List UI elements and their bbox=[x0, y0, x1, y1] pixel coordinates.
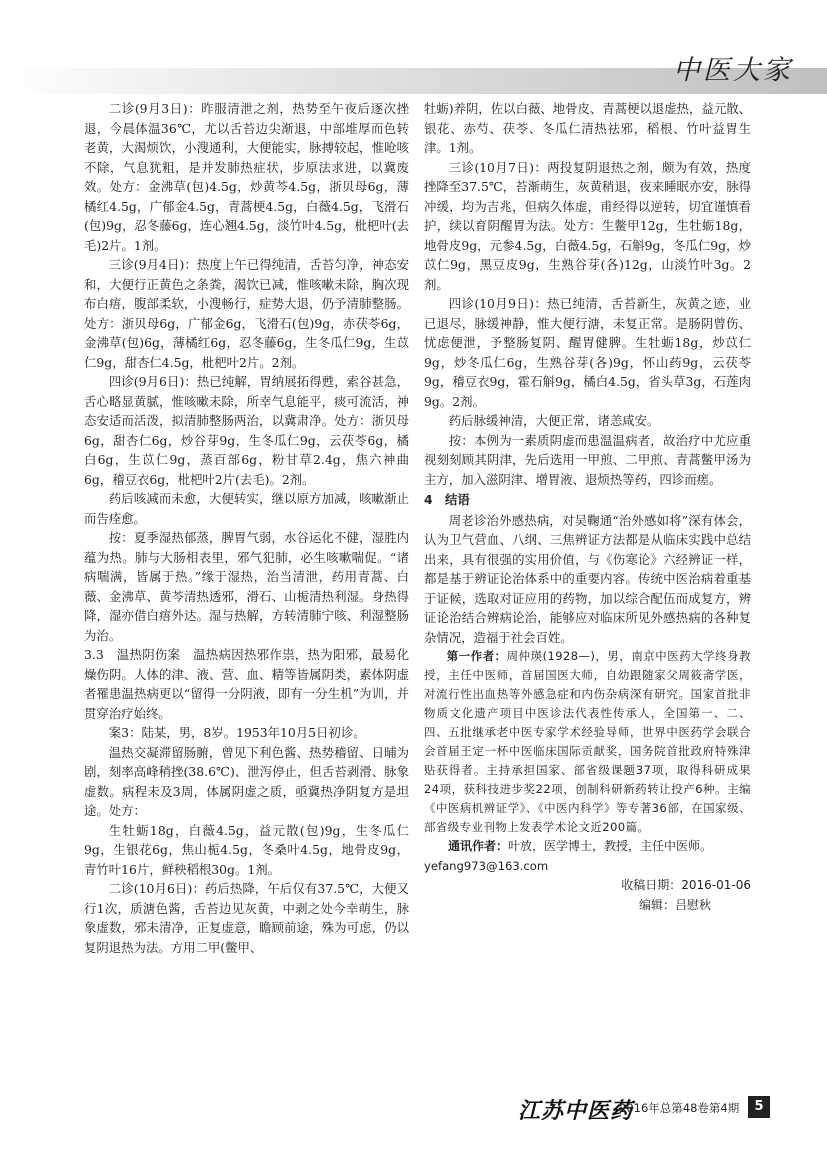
paragraph: 按：夏季湿热郁蒸，脾胃气弱，水谷运化不健，湿胜内蕴为热。肺与大肠相表里，邪气犯肺，必生咳嗽喘促。“诸病喘满，皆属于热。”缘于湿热，治当清泄，药用青蒿、白薇、金沸草、黄芩清热透邪，滑石、山栀清热利湿。身热得降，湿亦借白痦外达。湿与热解，方转清肺宁咳、利湿整肠为治。 bbox=[84, 530, 409, 643]
left-column bbox=[84, 99, 409, 957]
correspondence-label: 通讯作者： bbox=[448, 839, 509, 853]
paragraph: 按：本例为一素质阴虚而患温温病者，故治疗中尤应重视刻刻顾其阴津，先后选用一甲煎、二甲煎、青蒿鳖甲汤为主方，加入滋阴津、增胃液、退烦热等药，四诊而瘥。 bbox=[424, 432, 751, 487]
author-bio-label: 第一作者： bbox=[446, 649, 507, 663]
page-header bbox=[0, 0, 827, 98]
right-column bbox=[424, 99, 751, 915]
paragraph: 温热交凝滞留肠腑，曾见下利色酱、热势稽留、日晡为剧，刻率高峰稍挫(38.6℃)、泄泻停止，但舌苔剥滑、脉象虚数。病程未及3周，体属阴虚之质，亟冀热净阴复方是坦途。处方： bbox=[84, 744, 409, 818]
paragraph: 二诊(9月3日)：昨服清泄之剂，热势至午夜后逐次挫退，今晨体温36℃，尤以舌苔边尖渐退，中部堆厚而色转老黄，大渴烦饮，小溲通利，大便能实，脉搏较起，惟呛咳不除，气息犹粗，是并发肺热症状，步原法求进，以冀废效。处方：金沸草(包)4.5g，炒黄芩4.5g，浙贝母6g，薄橘红4.5g，广郁金4.5g，青蒿梗4.5g，白薇4.5g，飞滑石(包)9g，忍冬藤6g，连心翘4.5g，淡竹叶4.5g，枇杷叶(去毛)2片。1剂。 bbox=[84, 101, 409, 253]
paragraph: 三诊(9月4日)：热度上午已得纯清，舌苔匀净，神态安和，大便行正黄色之条粪，渴饮已减，惟咳嗽未除，胸次现布白痦，腹部柔软，小溲畅行，症势大退，仍予清肺整肠。处方：浙贝母6g，广郁金6g，飞滑石(包)9g，赤茯苓6g，金沸草(包)6g，薄橘红6g，忍冬藤6g，生冬瓜仁9g，生苡仁9g，甜杏仁4.5g，枇杷叶2片。2剂。 bbox=[84, 257, 409, 370]
author-bio-text: 周仲瑛(1928—)，男，南京中医药大学终身教授，主任中医师，首届国医大师，自幼跟随家父周筱斋学医，对流行性出血热等外感急症和内伤杂病深有研究。国家首批非物质文化遗产项目中医诊法代表性传承人，全国第一、二、四、五批继承老中医专家学术经验导师，世界中医药学会联合会首届王定一杯中医临床国际贡献奖，国务院首批政府特殊津贴获得者。主持承担国家、部省级课题37项，取得科研成果24项，获科技进步奖22项，创制科研新药转让投产6种。主编《中医病机辨证学》、《中医内科学》等专著36部，在国家级、部省级专业刊物上发表学术论文近200篇。 bbox=[424, 649, 751, 834]
paragraph: 牡蛎)养阴，佐以白薇、地骨皮、青蒿梗以退虚热，益元散、银花、赤芍、茯苓、冬瓜仁清热祛邪，稻根、竹叶益胃生津。1剂。 bbox=[424, 101, 751, 155]
correspondence bbox=[424, 837, 751, 857]
issue-info: 2016年总第48卷第4期 bbox=[619, 1101, 740, 1115]
paragraph: 三诊(10月7日)：两投复阴退热之剂，颇为有效，热度挫降至37.5℃，苔渐萌生，灰黄稍退，夜来睡眠亦安，脉得冲缓，均为吉兆，但病久体虚，甫经得以逆转，切宜谨慎看护，续以育阴醒胃为法。处方：生鳖甲12g，生牡蛎18g，地骨皮9g，元参4.5g，白薇4.5g，石斛9g，冬瓜仁9g，炒苡仁9g，黑豆皮9g，生熟谷芽(各)12g，山淡竹叶3g。2剂。 bbox=[424, 159, 751, 292]
conclusion-body: 周老诊治外感热病，对吴鞠通“治外感如将”深有体会，认为卫气营血、八纲、三焦辨证方法都是从临床实践中总结出来，具有很强的实用价值，与《伤寒论》六经辨证一样，都是基于辨证论治体系中的重要内容。传统中医治病着重基于证候，选取对证应用的药物，加以综合配伍而成复方，辨证论治结合辨病论治，能够应对临床所见外感热病的各种复杂情况，造福于社会百姓。 bbox=[424, 512, 751, 645]
page-number: 5 bbox=[748, 1096, 770, 1118]
section-title: 中医大家 bbox=[673, 55, 793, 86]
section-3-3: 3.3 温热阴伤案 温热病因热邪作祟，热为阳邪，最易化燥伤阴。人体的津、液、营、血、精等皆属阴类，素体阴虚者罹患温热病更以“留得一分阴液，即有一分生机”为训，并贯穿治疗始终。 bbox=[84, 647, 409, 721]
paragraph: 四诊(10月9日)：热已纯清，舌苔新生，灰黄之迹，业已退尽，脉缓神静，惟大便行溏，未复正常。是肠阴曾伤、忧虑便泄，予整肠复阴、醒胃健脾。生牡蛎18g，炒苡仁9g，炒冬瓜仁6g，生熟谷芽(各)9g，怀山药9g，云茯苓9g，稽豆衣9g，霍石斛9g，橘白4.5g，省头草3g，石莲肉9g。2剂。 bbox=[424, 296, 751, 409]
conclusion-heading: 4 结语 bbox=[424, 492, 470, 507]
paragraph: 案3：陆某，男，8岁。1953年10月5日初诊。 bbox=[108, 725, 366, 740]
author-bio bbox=[424, 647, 751, 837]
received-date: 收稿日期：2016-01-06 bbox=[621, 878, 751, 892]
paragraph: 二诊(10月6日)：药后热降，午后仅有37.5℃，大便又行1次，质溏色酱，舌苔边见灰黄，中剥之处今幸萌生，脉象虚数，邪未清净，正复虚意，瞻顾前途，殊为可虑，仍以复阴退热为法。方用二甲(鳖甲、 bbox=[84, 881, 409, 955]
editor: 编辑：吕慰秋 bbox=[638, 897, 711, 912]
journal-logo: 江苏中医药 bbox=[518, 1098, 634, 1124]
paragraph: 生牡蛎18g，白薇4.5g，益元散(包)9g，生冬瓜仁9g，生银花6g，焦山栀4.5g，冬桑叶4.5g，地骨皮9g，青竹叶16片，鲜秧稻根30g。1剂。 bbox=[84, 822, 409, 877]
correspondence-text: 叶放，医学博士，教授，主任中医师。 bbox=[508, 839, 713, 853]
paragraph: 四诊(9月6日)：热已纯解，胃纳展拓得甦，索谷甚急，舌心略显黄腻，惟咳嗽未除，所幸气息能平，痰可流活，神态安适而活泼，拟清肺整肠两治，以冀肃净。处方：浙贝母6g，甜杏仁6g，炒谷芽9g，生冬瓜仁9g，云茯苓6g，橘白6g，生苡仁9g，蒸百部6g，粉甘草2.4g，焦六神曲6g，稽豆衣6g，枇杷叶2片(去毛)。2剂。 bbox=[84, 374, 409, 487]
correspondence-email[interactable]: yefang973@163.com bbox=[424, 858, 549, 873]
paragraph: 药后咳减而未愈，大便转实，继以原方加减，咳嗽渐止而告痊愈。 bbox=[84, 491, 409, 526]
paragraph: 药后脉缓神清，大便正常，诸恙咸安。 bbox=[448, 413, 660, 428]
